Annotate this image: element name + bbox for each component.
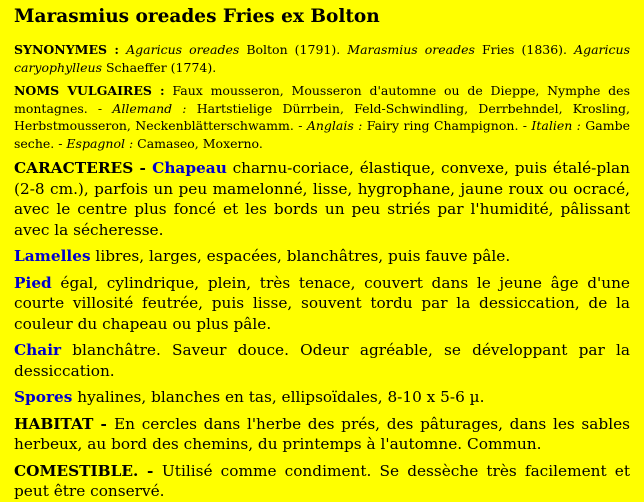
spores-text: hyalines, blanches en tas, ellipsoïdales, 8-10 x 5-6 µ. xyxy=(72,388,485,406)
synonym-1-name: Agaricus oreades xyxy=(126,42,240,57)
synonymes-label: SYNONYMES : xyxy=(14,42,120,57)
synonym-2-author: Fries (1836). xyxy=(474,42,575,57)
pied-text: égal, cylindrique, plein, très tenace, couvert dans le jeune âge d'une courte villosité feutrée, puis lisse, souvent tordu par la dessiccation, de la couleur du chapeau ou plus pâle. xyxy=(14,273,630,333)
chair-label: Chair xyxy=(14,341,62,359)
synonym-3-author: Schaeffer (1774). xyxy=(102,59,217,75)
chapeau-label: Chapeau xyxy=(152,159,227,177)
caracteres-paragraph xyxy=(14,158,630,240)
synonym-1-author: Bolton (1791). xyxy=(239,42,348,57)
noms-de-label: Allemand : xyxy=(112,100,187,116)
comestible-text: Utilisé comme condiment. Se dessèche très facilement et peut être conservé. xyxy=(14,461,630,500)
noms-vulgaires-paragraph xyxy=(14,82,630,152)
noms-es-label: Espagnol : xyxy=(66,135,134,151)
pied-paragraph xyxy=(14,273,630,335)
lamelles-paragraph xyxy=(14,246,630,267)
lamelles-text: libres, larges, espacées, blanchâtres, puis fauve pâle. xyxy=(90,247,511,265)
noms-en-label: Anglais : xyxy=(306,118,363,133)
comestible-paragraph xyxy=(14,461,630,502)
noms-fr: Faux mousseron, Mousseron d'automne ou de Dieppe, Nymphe des montagnes. - xyxy=(14,83,630,116)
habitat-text: En cercles dans l'herbe des prés, des pâturages, dans les sables herbeux, au bord des chemins, du printemps à l'automne. Commun. xyxy=(14,414,630,453)
synonym-3-name: Agaricus caryophylleus xyxy=(14,42,630,75)
chair-text: blanchâtre. Saveur douce. Odeur agréable, se développant par la dessiccation. xyxy=(14,341,630,380)
synonymes-paragraph xyxy=(14,41,630,76)
noms-es: Camaseo, Moxerno. xyxy=(133,135,263,151)
chapeau-text: charnu-coriace, élastique, convexe, puis étalé-plan (2-8 cm.), parfois un peu mamelonné, lisse, hygrophane, jaune roux ou ocracé, avec le centre plus foncé et les bords un peu striés par l'humidité, pâlissant avec la sécheresse. xyxy=(14,159,630,239)
habitat-label: HABITAT - xyxy=(14,414,114,433)
chair-paragraph xyxy=(14,340,630,381)
noms-de: Hartstielige Dürrbein, Feld-Schwindling, Derrbehndel, Krosling, Herbstmousseron, Neckenblätterschwamm. - xyxy=(14,100,630,133)
caracteres-label: CARACTERES - xyxy=(14,159,153,177)
spores-label: Spores xyxy=(14,388,73,406)
noms-en: Fairy ring Champignon. - xyxy=(362,118,532,133)
comestible-label: COMESTIBLE. - xyxy=(14,461,162,480)
noms-it: Gambe seche. - xyxy=(14,118,630,151)
spores-paragraph xyxy=(14,387,630,408)
pied-label: Pied xyxy=(14,273,52,292)
habitat-paragraph xyxy=(14,414,630,455)
page-title: Marasmius oreades Fries ex Bolton xyxy=(14,6,380,27)
lamelles-label: Lamelles xyxy=(14,247,91,265)
noms-it-label: Italien : xyxy=(531,118,581,133)
noms-label: NOMS VULGAIRES : xyxy=(14,83,165,98)
synonym-2-name: Marasmius oreades xyxy=(347,42,475,57)
